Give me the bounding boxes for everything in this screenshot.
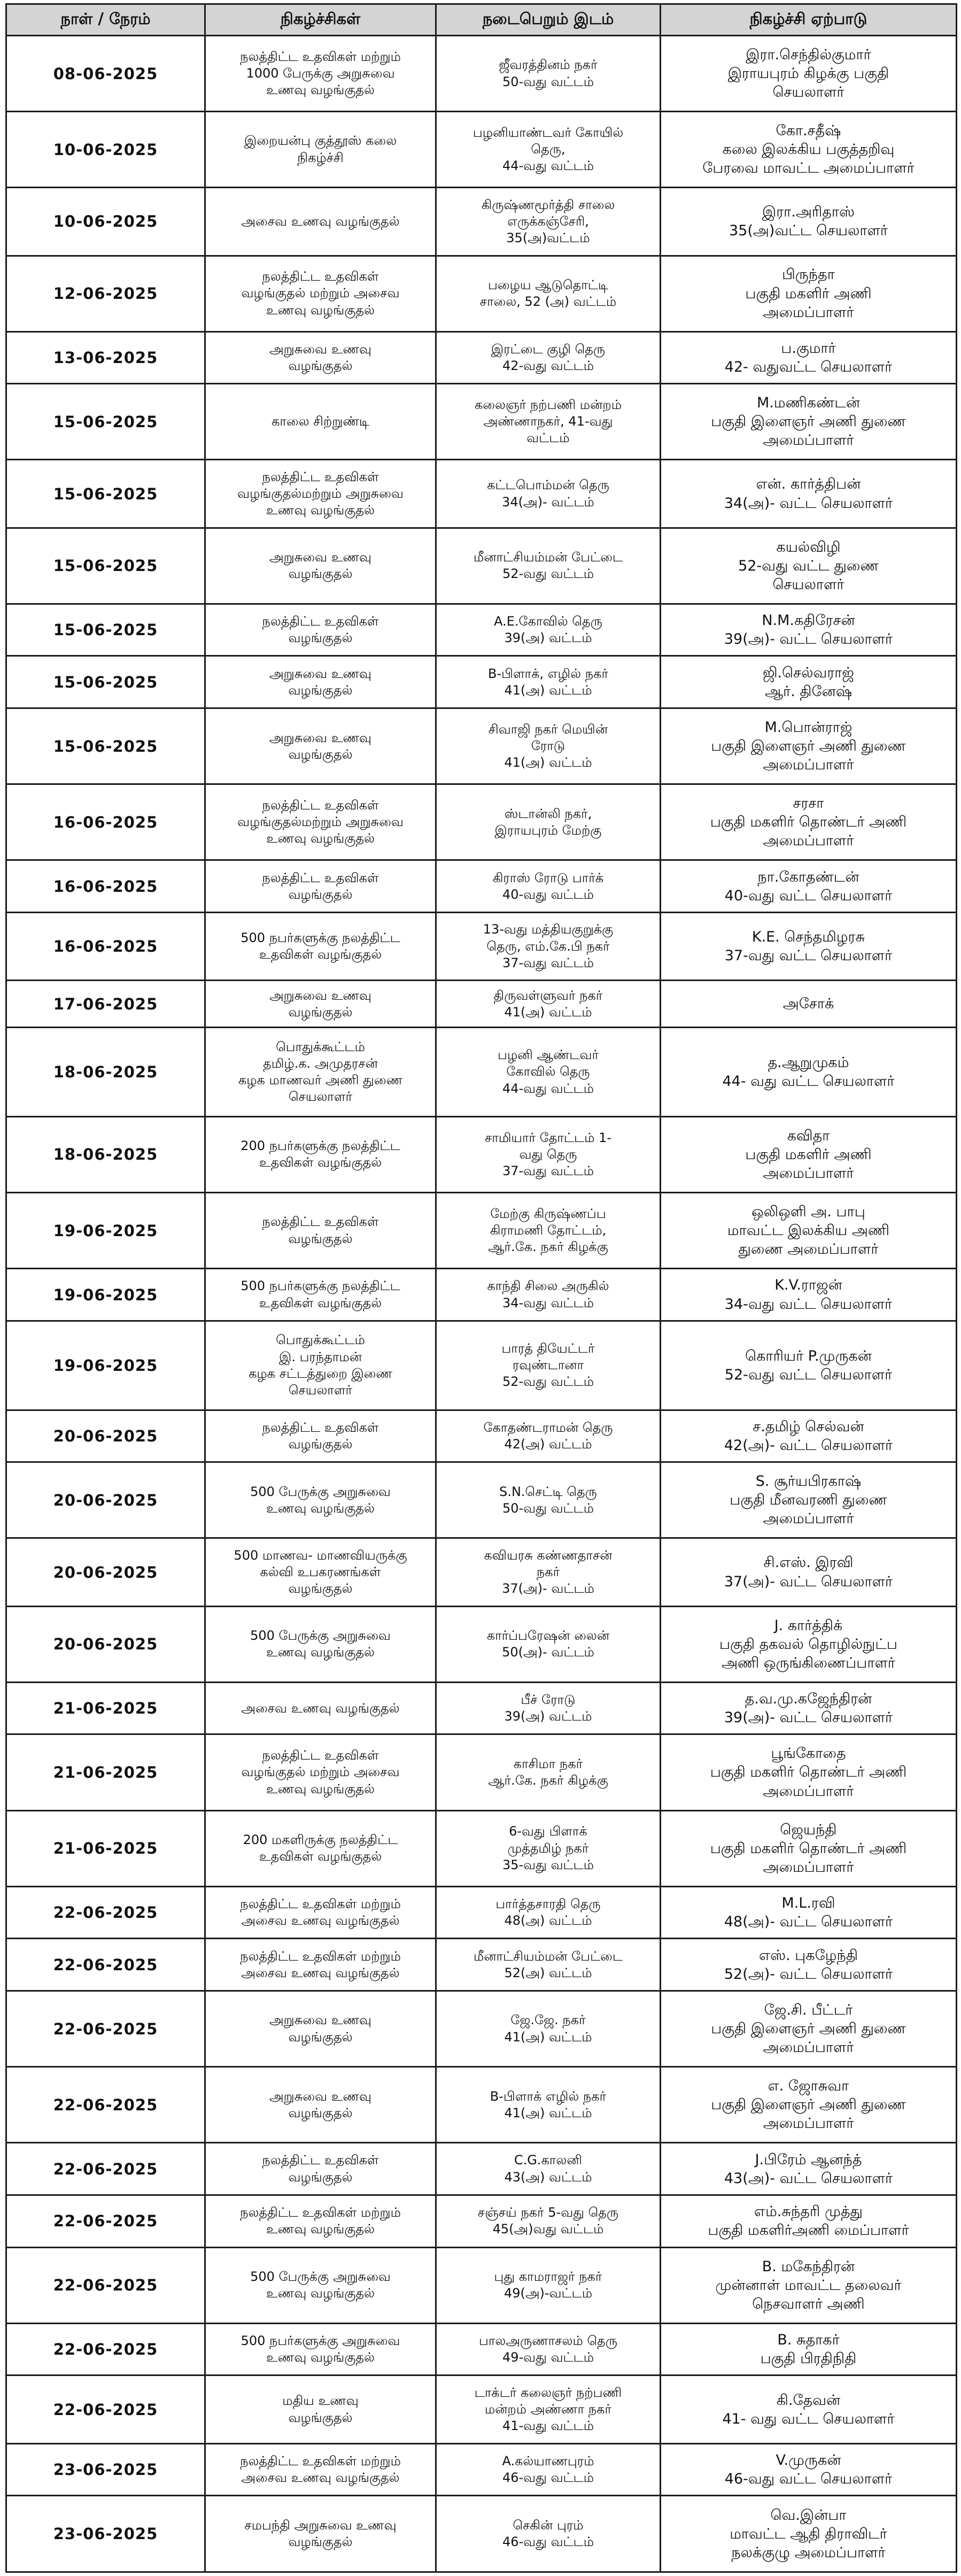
date-cell: 18-06-2025 bbox=[6, 1028, 205, 1117]
header-date-time: நாள் / நேரம் bbox=[6, 4, 205, 36]
venue-cell: காந்தி சிலை அருகில் 34-வது வட்டம் bbox=[436, 1269, 661, 1321]
venue-cell: ஸ்டான்லி நகர், இராயபுரம் மேற்கு bbox=[436, 784, 661, 860]
event-cell: 500 நபர்களுக்கு நலத்திட்ட உதவிகள் வழங்குதல் bbox=[205, 913, 436, 981]
table-row bbox=[6, 913, 957, 981]
table-row bbox=[6, 2376, 957, 2443]
table-row bbox=[6, 1606, 957, 1682]
table-row bbox=[6, 1462, 957, 1538]
table-row bbox=[6, 1886, 957, 1939]
venue-cell: சிவாஜி நகர் மெயின் ரோடு 41(அ) வட்டம் bbox=[436, 708, 661, 784]
date-cell: 16-06-2025 bbox=[6, 784, 205, 860]
event-cell: 500 பேருக்கு அறுசுவை உணவு வழங்குதல் bbox=[205, 1606, 436, 1682]
venue-cell: கார்ப்பரேஷன் லைன் 50(அ)- வட்டம் bbox=[436, 1606, 661, 1682]
date-cell: 20-06-2025 bbox=[6, 1538, 205, 1606]
venue-cell: ஜே.ஜே. நகர் 41(அ) வட்டம் bbox=[436, 1991, 661, 2067]
organizer-cell: M.பொன்ராஜ் பகுதி இளைஞர் அணி துணை அமைப்பாளர் bbox=[661, 708, 957, 784]
date-cell: 22-06-2025 bbox=[6, 2323, 205, 2376]
event-cell: நலத்திட்ட உதவிகள் மற்றும் அசைவ உணவு வழங்குதல் bbox=[205, 1939, 436, 1991]
date-cell: 15-06-2025 bbox=[6, 604, 205, 656]
organizer-cell: J.பிரேம் ஆனந்த் 43(அ)- வட்ட செயலாளர் bbox=[661, 2143, 957, 2195]
organizer-cell: சரசா பகுதி மகளிர் தொண்டர் அணி அமைப்பாளர் bbox=[661, 784, 957, 860]
organizer-cell: கோ.சதீஷ் கலை இலக்கிய பகுத்தறிவு பேரவை மாவட்ட அமைப்பாளர் bbox=[661, 112, 957, 188]
organizer-cell: K.E. செந்தமிழரசு 37-வது வட்ட செயலாளர் bbox=[661, 913, 957, 981]
date-cell: 21-06-2025 bbox=[6, 1682, 205, 1734]
organizer-cell: என். கார்த்திபன் 34(அ)- வட்ட செயலாளர் bbox=[661, 460, 957, 528]
date-cell: 22-06-2025 bbox=[6, 1886, 205, 1939]
venue-cell: பாலஅருணாசலம் தெரு 49-வது வட்டம் bbox=[436, 2323, 661, 2376]
table-row bbox=[6, 1734, 957, 1810]
organizer-cell: கவிதா பகுதி மகளிர் அணி அமைப்பாளர் bbox=[661, 1116, 957, 1192]
organizer-cell: N.M.கதிரேசன் 39(அ)- வட்ட செயலாளர் bbox=[661, 604, 957, 656]
table-row bbox=[6, 2247, 957, 2323]
table-row bbox=[6, 981, 957, 1028]
venue-cell: 6-வது பிளாக் முத்தமிழ் நகர் 35-வது வட்டம் bbox=[436, 1810, 661, 1886]
date-cell: 12-06-2025 bbox=[6, 256, 205, 331]
organizer-cell: M.L.ரவி 48(அ)- வட்ட செயலாளர் bbox=[661, 1886, 957, 1939]
organizer-cell: S. சூர்யபிரகாஷ் பகுதி மீனவரணி துணை அமைப்பாளர் bbox=[661, 1462, 957, 1538]
table-row bbox=[6, 188, 957, 256]
event-cell: நலத்திட்ட உதவிகள் மற்றும் அசைவ உணவு வழங்குதல் bbox=[205, 1886, 436, 1939]
venue-cell: மேற்கு கிருஷ்ணப்ப கிராமணி தோட்டம், ஆர்.கே. நகர் கிழக்கு bbox=[436, 1193, 661, 1269]
event-cell: அறுசுவை உணவு வழங்குதல் bbox=[205, 1991, 436, 2067]
table-row bbox=[6, 384, 957, 460]
table-row bbox=[6, 1321, 957, 1410]
table-row bbox=[6, 1116, 957, 1192]
event-cell: 500 பேருக்கு அறுசுவை உணவு வழங்குதல் bbox=[205, 2247, 436, 2323]
event-cell: இறையன்பு குத்தூஸ் கலை நிகழ்ச்சி bbox=[205, 112, 436, 188]
table-row bbox=[6, 2323, 957, 2376]
event-cell: நலத்திட்ட உதவிகள் வழங்குதல் bbox=[205, 1410, 436, 1462]
date-cell: 10-06-2025 bbox=[6, 188, 205, 256]
table-row bbox=[6, 1410, 957, 1462]
table-row bbox=[6, 460, 957, 528]
table-row bbox=[6, 1193, 957, 1269]
date-cell: 15-06-2025 bbox=[6, 460, 205, 528]
event-cell: நலத்திட்ட உதவிகள் வழங்குதல் bbox=[205, 2143, 436, 2195]
table-row bbox=[6, 1682, 957, 1734]
organizer-cell: த.ஆறுமுகம் 44- வது வட்ட செயலாளர் bbox=[661, 1028, 957, 1117]
venue-cell: இரட்டை குழி தெரு 42-வது வட்டம் bbox=[436, 331, 661, 384]
event-cell: சமபந்தி அறுசுவை உணவு வழங்குதல் bbox=[205, 2496, 436, 2572]
organizer-cell: B. மகேந்திரன் முன்னாள் மாவட்ட தலைவர் நெசவாளர் அணி bbox=[661, 2247, 957, 2323]
event-cell: காலை சிற்றுண்டி bbox=[205, 384, 436, 460]
event-cell: 500 மாணவ- மாணவியருக்கு கல்வி உபகரணங்கள் வழங்குதல் bbox=[205, 1538, 436, 1606]
date-cell: 19-06-2025 bbox=[6, 1193, 205, 1269]
event-cell: அசைவ உணவு வழங்குதல் bbox=[205, 188, 436, 256]
table-row bbox=[6, 1939, 957, 1991]
date-cell: 13-06-2025 bbox=[6, 331, 205, 384]
event-cell: 200 மகளிருக்கு நலத்திட்ட உதவிகள் வழங்குதல் bbox=[205, 1810, 436, 1886]
date-cell: 21-06-2025 bbox=[6, 1734, 205, 1810]
venue-cell: மீனாட்சியம்மன் பேட்டை 52-வது வட்டம் bbox=[436, 528, 661, 604]
table-row bbox=[6, 112, 957, 188]
table-row bbox=[6, 2195, 957, 2247]
event-cell: பொதுக்கூட்டம் தமிழ்.க. அமுதரசன் கழக மாணவர் அணி துணை செயலாளர் bbox=[205, 1028, 436, 1117]
organizer-cell: B. சுதாகர் பகுதி பிரதிநிதி bbox=[661, 2323, 957, 2376]
date-cell: 20-06-2025 bbox=[6, 1462, 205, 1538]
organizer-cell: பூங்கோதை பகுதி மகளிர் தொண்டர் அணி அமைப்பாளர் bbox=[661, 1734, 957, 1810]
event-cell: பொதுக்கூட்டம் இ. பரந்தாமன் கழக சட்டத்துறை இணை செயலாளர் bbox=[205, 1321, 436, 1410]
date-cell: 18-06-2025 bbox=[6, 1116, 205, 1192]
organizer-cell: ஒலிஒளி அ. பாபு மாவட்ட இலக்கிய அணி துணை அமைப்பாளர் bbox=[661, 1193, 957, 1269]
header-row bbox=[6, 4, 957, 36]
venue-cell: பழனியாண்டவர் கோயில் தெரு, 44-வது வட்டம் bbox=[436, 112, 661, 188]
event-cell: 500 நபர்களுக்கு அறுசுவை உணவு வழங்குதல் bbox=[205, 2323, 436, 2376]
event-cell: நலத்திட்ட உதவிகள் மற்றும் உணவு வழங்குதல் bbox=[205, 2195, 436, 2247]
organizer-cell: K.V.ராஜன் 34-வது வட்ட செயலாளர் bbox=[661, 1269, 957, 1321]
organizer-cell: கொரியர் P.முருகன் 52-வது வட்ட செயலாளர் bbox=[661, 1321, 957, 1410]
event-cell: நலத்திட்ட உதவிகள் வழங்குதல்மற்றும் அறுசுவை உணவு வழங்குதல் bbox=[205, 460, 436, 528]
venue-cell: டாக்டர் கலைஞர் நற்பணி மன்றம் அண்ணா நகர் 41-வது வட்டம் bbox=[436, 2376, 661, 2443]
table-row bbox=[6, 708, 957, 784]
venue-cell: சாமியார் தோட்டம் 1- வது தெரு 37-வது வட்டம் bbox=[436, 1116, 661, 1192]
table-body bbox=[6, 36, 957, 2572]
venue-cell: கிருஷ்ணமூர்த்தி சாலை எருக்கஞ்சேரி, 35(அ)வட்டம் bbox=[436, 188, 661, 256]
event-cell: அறுசுவை உணவு வழங்குதல் bbox=[205, 981, 436, 1028]
event-cell: நலத்திட்ட உதவிகள் வழங்குதல் மற்றும் அசைவ உணவு வழங்குதல் bbox=[205, 256, 436, 331]
venue-cell: கட்டபொம்மன் தெரு 34(அ)- வட்டம் bbox=[436, 460, 661, 528]
event-cell: அறுசுவை உணவு வழங்குதல் bbox=[205, 708, 436, 784]
table-row bbox=[6, 528, 957, 604]
event-cell: அறுசுவை உணவு வழங்குதல் bbox=[205, 528, 436, 604]
date-cell: 20-06-2025 bbox=[6, 1606, 205, 1682]
date-cell: 16-06-2025 bbox=[6, 913, 205, 981]
organizer-cell: ஜே.சி. பீட்டர் பகுதி இளைஞர் அணி துணை அமைப்பாளர் bbox=[661, 1991, 957, 2067]
venue-cell: A.E.கோவில் தெரு 39(அ) வட்டம் bbox=[436, 604, 661, 656]
organizer-cell: சி.எஸ். இரவி 37(அ)- வட்ட செயலாளர் bbox=[661, 1538, 957, 1606]
venue-cell: புது காமராஜர் நகர் 49(அ)-வட்டம் bbox=[436, 2247, 661, 2323]
organizer-cell: ஜெயந்தி பகுதி மகளிர் தொண்டர் அணி அமைப்பாளர் bbox=[661, 1810, 957, 1886]
date-cell: 22-06-2025 bbox=[6, 1939, 205, 1991]
header-venue: நடைபெறும் இடம் bbox=[436, 4, 661, 36]
organizer-cell: இரா.அரிதாஸ் 35(அ)வட்ட செயலாளர் bbox=[661, 188, 957, 256]
date-cell: 23-06-2025 bbox=[6, 2443, 205, 2496]
event-cell: அறுசுவை உணவு வழங்குதல் bbox=[205, 331, 436, 384]
venue-cell: 13-வது மத்தியகுறுக்கு தெரு, எம்.கே.பி நகர் 37-வது வட்டம் bbox=[436, 913, 661, 981]
date-cell: 15-06-2025 bbox=[6, 384, 205, 460]
venue-cell: A.கல்யாணபுரம் 46-வது வட்டம் bbox=[436, 2443, 661, 2496]
venue-cell: மீனாட்சியம்மன் பேட்டை 52(அ) வட்டம் bbox=[436, 1939, 661, 1991]
table-row bbox=[6, 784, 957, 860]
date-cell: 22-06-2025 bbox=[6, 2067, 205, 2143]
venue-cell: B-பிளாக், எழில் நகர் 41(அ) வட்டம் bbox=[436, 656, 661, 708]
date-cell: 22-06-2025 bbox=[6, 2376, 205, 2443]
date-cell: 21-06-2025 bbox=[6, 1810, 205, 1886]
organizer-cell: எ. ஜோசுவா பகுதி இளைஞர் அணி துணை அமைப்பாளர் bbox=[661, 2067, 957, 2143]
event-cell: நலத்திட்ட உதவிகள் வழங்குதல் மற்றும் அசைவ உணவு வழங்குதல் bbox=[205, 1734, 436, 1810]
date-cell: 23-06-2025 bbox=[6, 2496, 205, 2572]
date-cell: 19-06-2025 bbox=[6, 1321, 205, 1410]
date-cell: 15-06-2025 bbox=[6, 656, 205, 708]
event-cell: அசைவ உணவு வழங்குதல் bbox=[205, 1682, 436, 1734]
table-header bbox=[6, 4, 957, 36]
event-cell: நலத்திட்ட உதவிகள் மற்றும் 1000 பேருக்கு அறுசுவை உணவு வழங்குதல் bbox=[205, 36, 436, 112]
venue-cell: பார்த்தசாரதி தெரு 48(அ) வட்டம் bbox=[436, 1886, 661, 1939]
event-cell: 500 நபர்களுக்கு நலத்திட்ட உதவிகள் வழங்குதல் bbox=[205, 1269, 436, 1321]
venue-cell: B-பிளாக் எழில் நகர் 41(அ) வட்டம் bbox=[436, 2067, 661, 2143]
organizer-cell: அசோக் bbox=[661, 981, 957, 1028]
event-cell: நலத்திட்ட உதவிகள் வழங்குதல் bbox=[205, 860, 436, 913]
header-organizer: நிகழ்ச்சி ஏற்பாடு bbox=[661, 4, 957, 36]
date-cell: 16-06-2025 bbox=[6, 860, 205, 913]
event-cell: நலத்திட்ட உதவிகள் மற்றும் அசைவ உணவு வழங்குதல் bbox=[205, 2443, 436, 2496]
event-cell: நலத்திட்ட உதவிகள் வழங்குதல்மற்றும் அறுசுவை உணவு வழங்குதல் bbox=[205, 784, 436, 860]
event-cell: மதிய உணவு வழங்குதல் bbox=[205, 2376, 436, 2443]
organizer-cell: இரா.செந்தில்குமார் இராயபுரம் கிழக்கு பகுதி செயலாளர் bbox=[661, 36, 957, 112]
venue-cell: செகின் புரம் 46-வது வட்டம் bbox=[436, 2496, 661, 2572]
venue-cell: C.G.காலனி 43(அ) வட்டம் bbox=[436, 2143, 661, 2195]
date-cell: 10-06-2025 bbox=[6, 112, 205, 188]
organizer-cell: கயல்விழி 52-வது வட்ட துணை செயலாளர் bbox=[661, 528, 957, 604]
table-row bbox=[6, 1991, 957, 2067]
event-cell: நலத்திட்ட உதவிகள் வழங்குதல் bbox=[205, 1193, 436, 1269]
organizer-cell: V.முருகன் 46-வது வட்ட செயலாளர் bbox=[661, 2443, 957, 2496]
header-events: நிகழ்ச்சிகள் bbox=[205, 4, 436, 36]
organizer-cell: J. கார்த்திக் பகுதி தகவல் தொழில்நுட்ப அணி ஒருங்கிணைப்பாளர் bbox=[661, 1606, 957, 1682]
table-row bbox=[6, 1810, 957, 1886]
table-row bbox=[6, 1269, 957, 1321]
organizer-cell: எஸ். புகழேந்தி 52(அ)- வட்ட செயலாளர் bbox=[661, 1939, 957, 1991]
organizer-cell: நா.கோதண்டன் 40-வது வட்ட செயலாளர் bbox=[661, 860, 957, 913]
venue-cell: கலைஞர் நற்பணி மன்றம் அண்ணாநகர், 41-வது வட்டம் bbox=[436, 384, 661, 460]
venue-cell: காசிமா நகர் ஆர்.கே. நகர் கிழக்கு bbox=[436, 1734, 661, 1810]
date-cell: 15-06-2025 bbox=[6, 708, 205, 784]
organizer-cell: M.மணிகண்டன் பகுதி இளைஞர் அணி துணை அமைப்பாளர் bbox=[661, 384, 957, 460]
table-row bbox=[6, 1028, 957, 1117]
table-row bbox=[6, 331, 957, 384]
date-cell: 22-06-2025 bbox=[6, 1991, 205, 2067]
venue-cell: பழனி ஆண்டவர் கோவில் தெரு 44-வது வட்டம் bbox=[436, 1028, 661, 1117]
venue-cell: சஞ்சய் நகர் 5-வது தெரு 45(அ)வது வட்டம் bbox=[436, 2195, 661, 2247]
venue-cell: கோதண்டராமன் தெரு 42(அ) வட்டம் bbox=[436, 1410, 661, 1462]
date-cell: 20-06-2025 bbox=[6, 1410, 205, 1462]
event-schedule-table bbox=[5, 3, 957, 2573]
organizer-cell: ஜி.செல்வராஜ் ஆர். தினேஷ் bbox=[661, 656, 957, 708]
organizer-cell: ச.தமிழ் செல்வன் 42(அ)- வட்ட செயலாளர் bbox=[661, 1410, 957, 1462]
venue-cell: பழைய ஆடுதொட்டி சாலை, 52 (அ) வட்டம் bbox=[436, 256, 661, 331]
date-cell: 17-06-2025 bbox=[6, 981, 205, 1028]
venue-cell: கிராஸ் ரோடு பார்க் 40-வது வட்டம் bbox=[436, 860, 661, 913]
organizer-cell: கி.தேவன் 41- வது வட்ட செயலாளர் bbox=[661, 2376, 957, 2443]
venue-cell: பீச் ரோடு 39(அ) வட்டம் bbox=[436, 1682, 661, 1734]
organizer-cell: ப.குமார் 42- வதுவட்ட செயலாளர் bbox=[661, 331, 957, 384]
date-cell: 15-06-2025 bbox=[6, 528, 205, 604]
table-row bbox=[6, 256, 957, 331]
venue-cell: கவியரசு கண்ணதாசன் நகர் 37(அ)- வட்டம் bbox=[436, 1538, 661, 1606]
date-cell: 22-06-2025 bbox=[6, 2143, 205, 2195]
venue-cell: பாரத் தியேட்டர் ரவுண்டானா 52-வது வட்டம் bbox=[436, 1321, 661, 1410]
date-cell: 08-06-2025 bbox=[6, 36, 205, 112]
venue-cell: ஜீவரத்தினம் நகர் 50-வது வட்டம் bbox=[436, 36, 661, 112]
venue-cell: S.N.செட்டி தெரு 50-வது வட்டம் bbox=[436, 1462, 661, 1538]
table-row bbox=[6, 860, 957, 913]
date-cell: 22-06-2025 bbox=[6, 2247, 205, 2323]
event-cell: 500 பேருக்கு அறுசுவை உணவு வழங்குதல் bbox=[205, 1462, 436, 1538]
event-cell: அறுசுவை உணவு வழங்குதல் bbox=[205, 2067, 436, 2143]
date-cell: 19-06-2025 bbox=[6, 1269, 205, 1321]
table-row bbox=[6, 2143, 957, 2195]
event-cell: நலத்திட்ட உதவிகள் வழங்குதல் bbox=[205, 604, 436, 656]
organizer-cell: த.வ.மு.கஜேந்திரன் 39(அ)- வட்ட செயலாளர் bbox=[661, 1682, 957, 1734]
event-cell: அறுசுவை உணவு வழங்குதல் bbox=[205, 656, 436, 708]
event-cell: 200 நபர்களுக்கு நலத்திட்ட உதவிகள் வழங்குதல் bbox=[205, 1116, 436, 1192]
table-row bbox=[6, 2067, 957, 2143]
table-row bbox=[6, 656, 957, 708]
date-cell: 22-06-2025 bbox=[6, 2195, 205, 2247]
table-row bbox=[6, 36, 957, 112]
organizer-cell: எம்.சுந்தரி முத்து பகுதி மகளிர்அணி மைப்பாளர் bbox=[661, 2195, 957, 2247]
table-row bbox=[6, 2496, 957, 2572]
table-row bbox=[6, 604, 957, 656]
table-row bbox=[6, 2443, 957, 2496]
venue-cell: திருவள்ளுவர் நகர் 41(அ) வட்டம் bbox=[436, 981, 661, 1028]
organizer-cell: பிருந்தா பகுதி மகளிர் அணி அமைப்பாளர் bbox=[661, 256, 957, 331]
table-row bbox=[6, 1538, 957, 1606]
organizer-cell: வெ.இன்பா மாவட்ட ஆதி திராவிடர் நலக்குழு அமைப்பாளர் bbox=[661, 2496, 957, 2572]
